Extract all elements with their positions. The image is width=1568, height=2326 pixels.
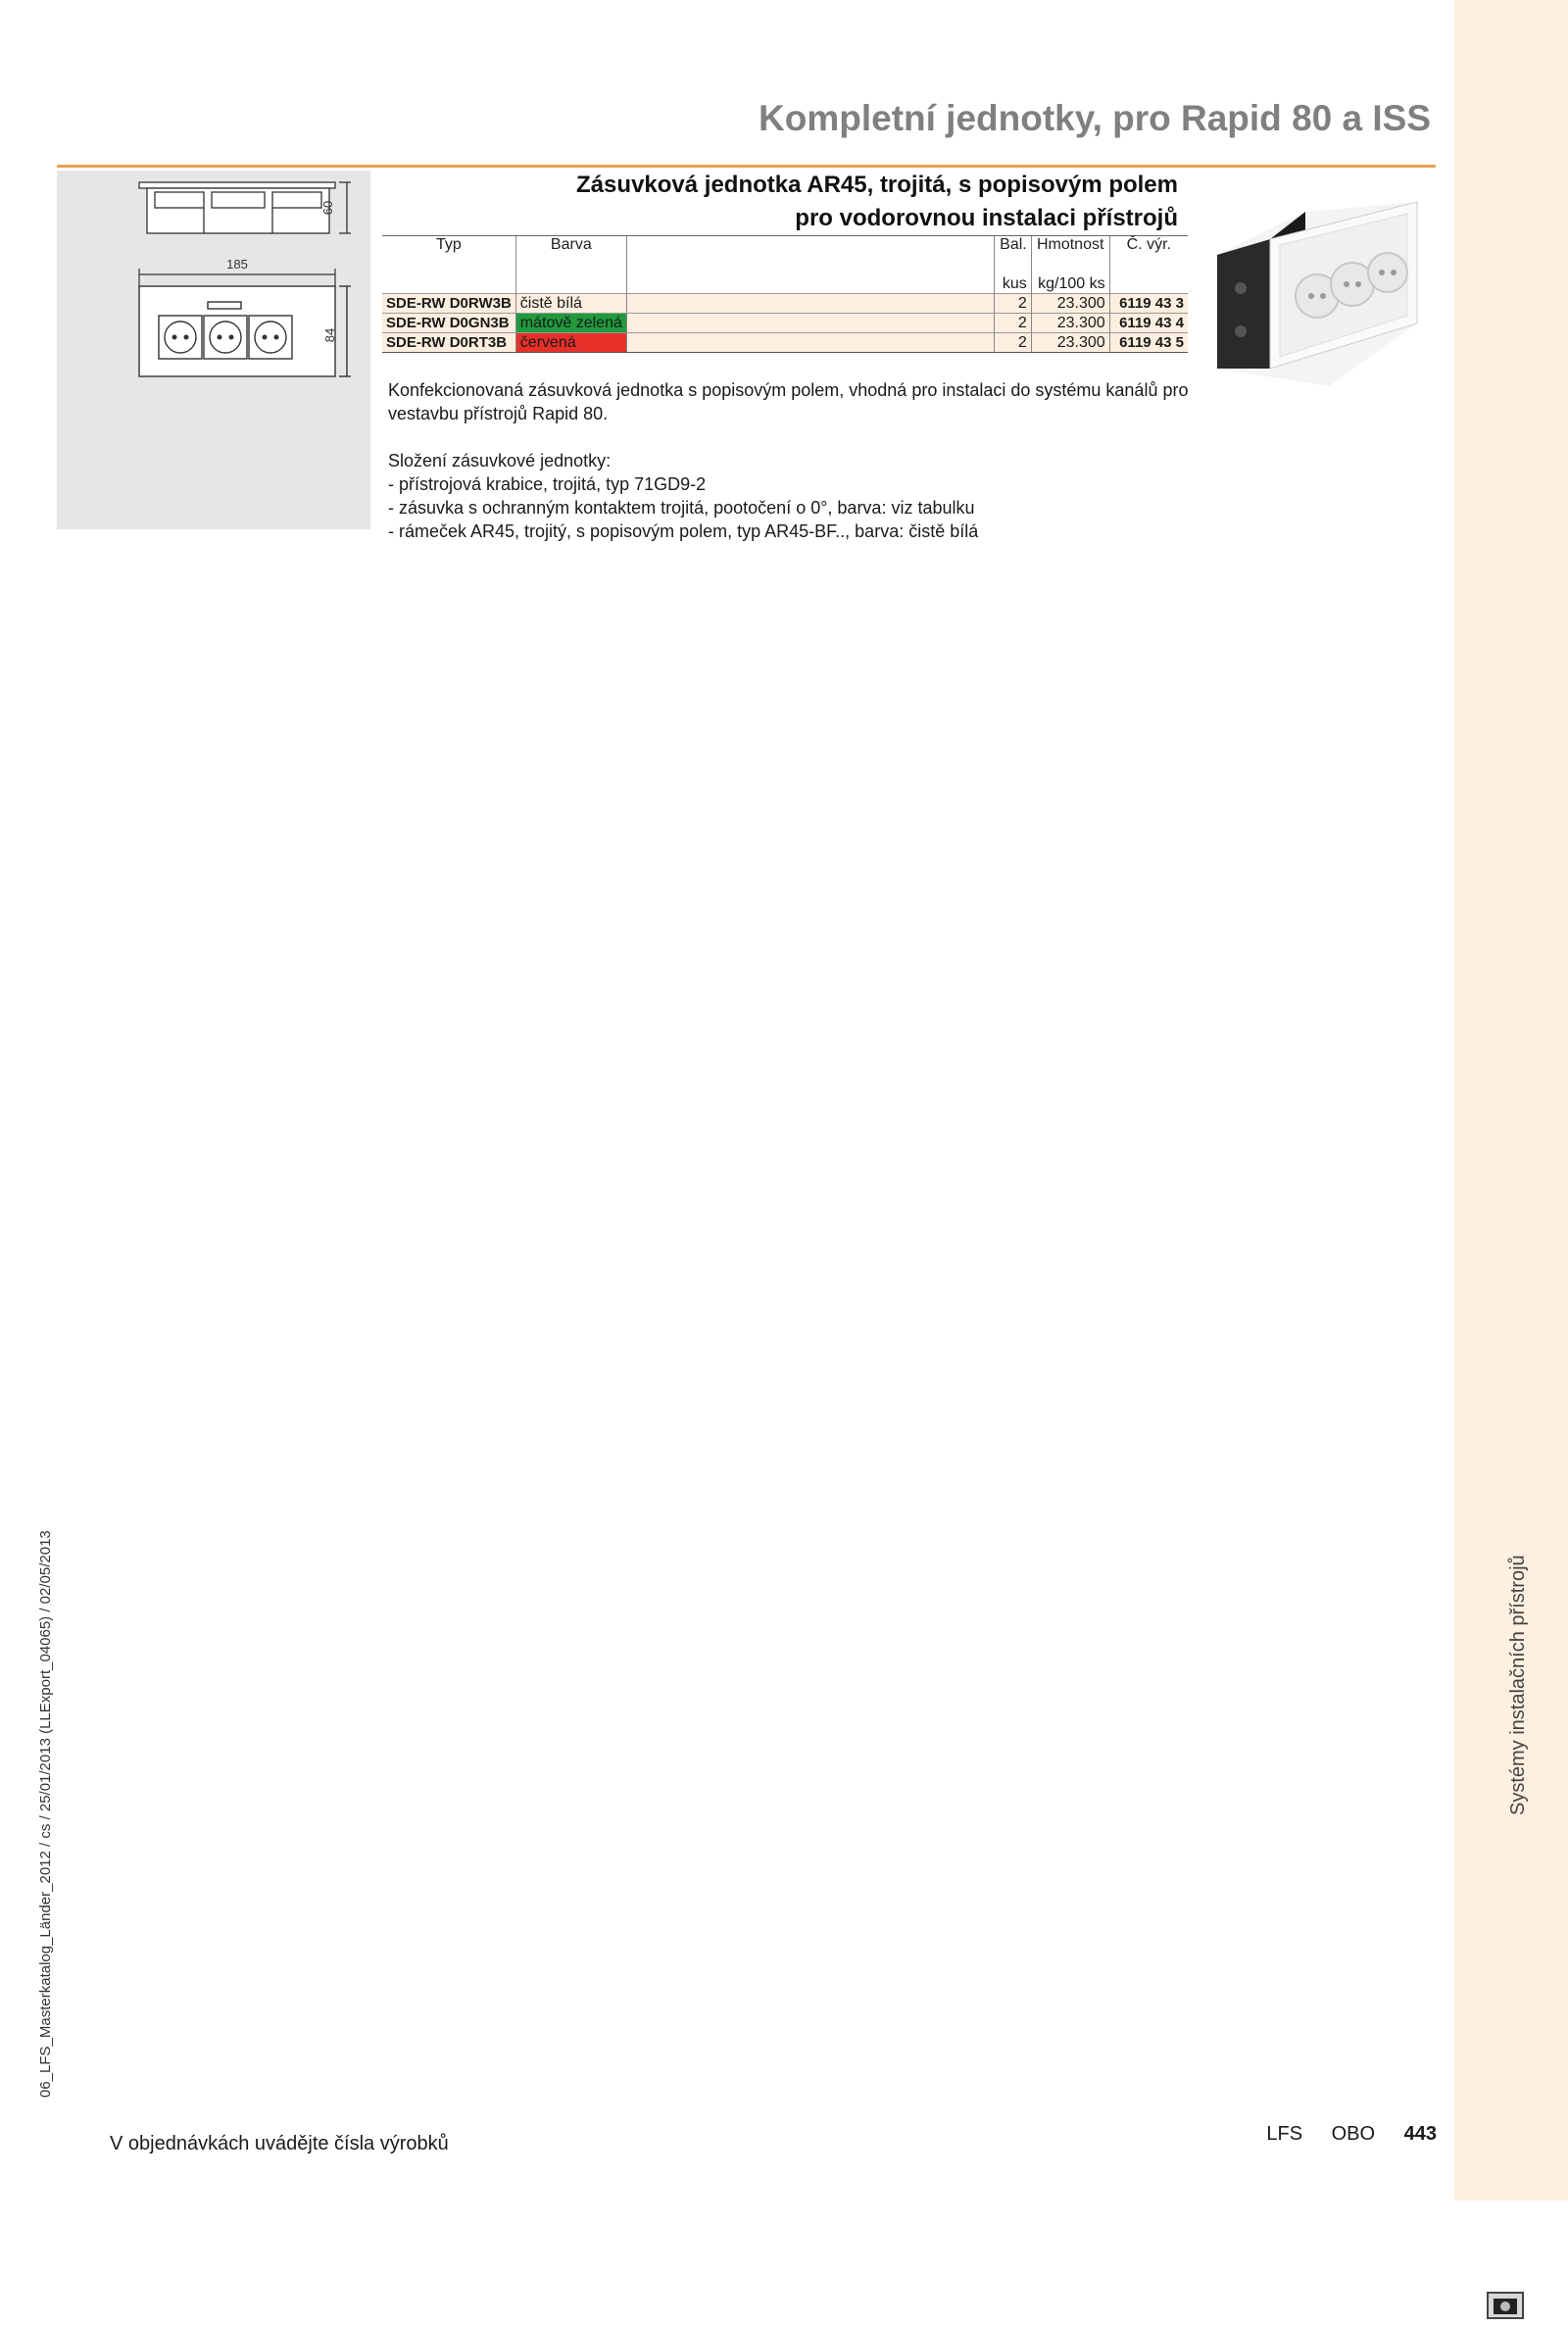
cell-barva: červená [515, 333, 626, 353]
cell-cvyr: 6119 43 4 [1109, 314, 1188, 333]
technical-drawing-panel [57, 171, 370, 529]
side-section-label: Systémy instalačních přístrojů [1507, 1555, 1529, 1815]
cell-typ: SDE-RW D0RW3B [382, 294, 515, 314]
table-row [382, 314, 1188, 333]
footer-brand-obo: OBO [1331, 2123, 1376, 2145]
cell-typ: SDE-RW D0GN3B [382, 314, 515, 333]
cell-cvyr: 6119 43 5 [1109, 333, 1188, 353]
dim-width: 185 [226, 257, 248, 272]
cell-bal: 2 [994, 294, 1031, 314]
title-divider [57, 165, 1436, 168]
product-title-line2: pro vodorovnou instalaci přístrojů [795, 205, 1178, 231]
cell-barva: čistě bílá [515, 294, 626, 314]
cell-barva: mátově zelená [515, 314, 626, 333]
cell-hmotnost: 23.300 [1031, 314, 1109, 333]
socket-section-icon [1484, 2287, 1527, 2326]
col-header-cvyr: Č. výr. [1109, 236, 1188, 259]
dim-height-top: 60 [320, 200, 335, 216]
dim-height-front: 84 [322, 327, 337, 343]
page-title: Kompletní jednotky, pro Rapid 80 a ISS [759, 98, 1431, 138]
cell-hmotnost: 23.300 [1031, 294, 1109, 314]
footer-note: V objednávkách uvádějte čísla výrobků [110, 2133, 449, 2154]
catalog-stamp: 06_LFS_Masterkatalog_Länder_2012 / cs / 25/01/2013 (LLExport_04065) / 02/05/2013 [37, 1530, 54, 2098]
cell-hmotnost: 23.300 [1031, 333, 1109, 353]
side-tab [1454, 0, 1568, 2201]
product-description [388, 378, 1192, 543]
page-number: 443 [1403, 2123, 1437, 2145]
unit-bal: kus [994, 272, 1031, 294]
table-row [382, 333, 1188, 353]
front-view-drawing [139, 286, 351, 376]
product-table [382, 235, 1188, 353]
cell-bal: 2 [994, 314, 1031, 333]
col-header-typ: Typ [382, 236, 515, 259]
cell-cvyr: 6119 43 3 [1109, 294, 1188, 314]
unit-hmotnost: kg/100 ks [1031, 272, 1109, 294]
composition-item: - zásuvka s ochranným kontaktem trojitá, pootočení o 0°, barva: viz tabulku [388, 498, 975, 518]
footer-brand [1243, 2123, 1437, 2146]
col-header-spacer [626, 236, 994, 259]
footer-brand-lfs: LFS [1266, 2123, 1303, 2145]
cell-bal: 2 [994, 333, 1031, 353]
composition-item: - rámeček AR45, trojitý, s popisovým polem, typ AR45-BF.., barva: čistě bílá [388, 521, 979, 541]
col-header-bal: Bal. [994, 236, 1031, 259]
composition-item: - přístrojová krabice, trojitá, typ 71GD9-2 [388, 474, 707, 494]
technical-drawing [57, 171, 370, 529]
top-view-drawing [139, 182, 351, 233]
col-header-hmotnost: Hmotnost [1031, 236, 1109, 259]
cell-typ: SDE-RW D0RT3B [382, 333, 515, 353]
composition-heading: Složení zásuvkové jednotky: [388, 451, 612, 470]
product-photo [1211, 194, 1421, 390]
col-header-barva: Barva [515, 236, 626, 259]
product-title [382, 169, 1178, 235]
description-intro: Konfekcionovaná zásuvková jednotka s popisovým polem, vhodná pro instalaci do systému kanálů pro vestavbu přístrojů Rapid 80. [388, 380, 1189, 423]
table-row [382, 294, 1188, 314]
table-header-row [382, 236, 1188, 259]
table-units-row [382, 272, 1188, 294]
product-title-line1: Zásuvková jednotka AR45, trojitá, s popisovým polem [576, 172, 1178, 198]
